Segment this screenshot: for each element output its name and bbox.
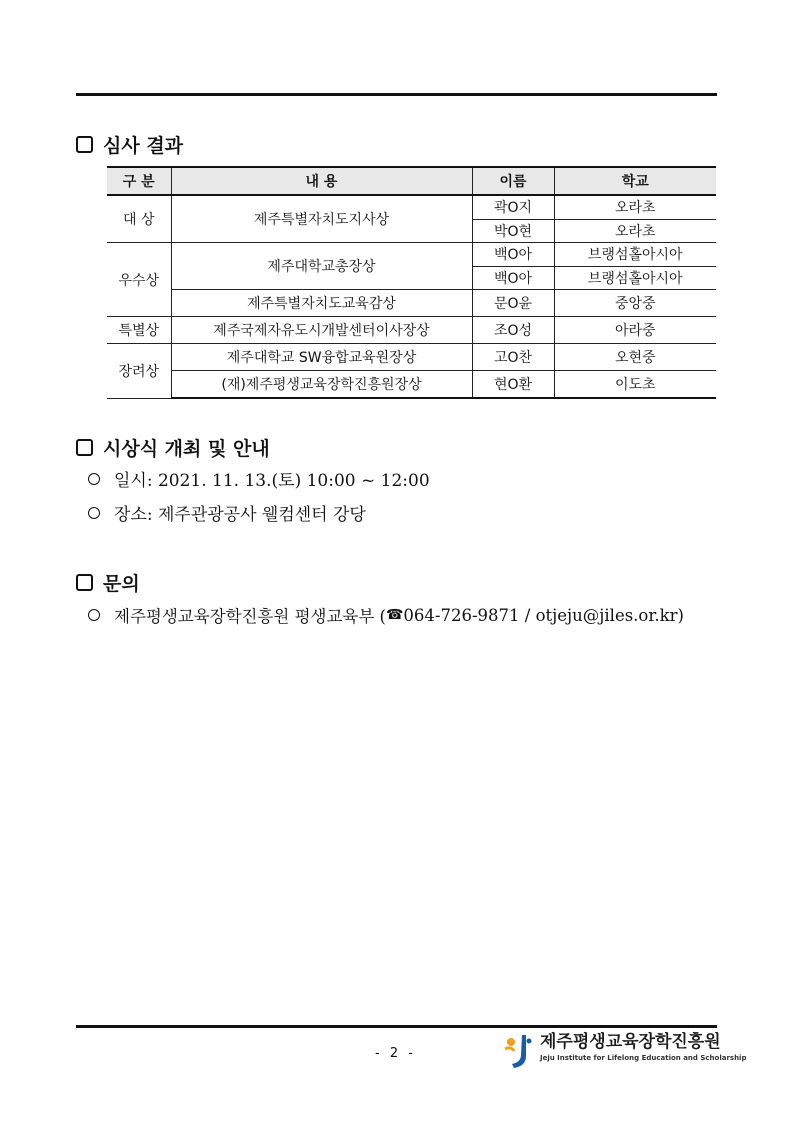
ceremony-date-text: 일시: 2021. 11. 13.(토) 10:00 ~ 12:00	[114, 471, 430, 491]
name-cell: 백O아	[472, 266, 554, 290]
contact-details: 064-726-9871 / otjeju@jiles.or.kr)	[403, 605, 684, 625]
org-logo	[502, 1032, 746, 1070]
school-cell: 오라초	[554, 195, 716, 219]
category-cell: 특별상	[107, 317, 171, 344]
table-row	[107, 243, 716, 267]
school-cell: 브랭섬홀아시아	[554, 243, 716, 267]
header-content: 내 용	[171, 167, 472, 195]
checkbox-square-icon	[76, 574, 93, 591]
contact-item	[88, 603, 684, 627]
table-header-row	[107, 167, 716, 195]
name-cell: 곽O지	[472, 195, 554, 219]
name-cell: 고O찬	[472, 344, 554, 371]
checkbox-square-icon	[76, 439, 93, 456]
header-school: 학교	[554, 167, 716, 195]
table-row	[107, 371, 716, 399]
top-rule	[76, 93, 717, 96]
circle-bullet-icon	[88, 507, 100, 519]
jiles-logo-icon	[502, 1032, 534, 1070]
logo-name: 제주평생교육장학진흥원	[540, 1032, 721, 1052]
section-review-heading	[76, 131, 183, 158]
section-ceremony-title: 시상식 개최 및 안내	[103, 438, 270, 460]
table-row	[107, 290, 716, 317]
circle-bullet-icon	[88, 473, 100, 485]
school-cell: 오라초	[554, 219, 716, 243]
school-cell: 아라중	[554, 317, 716, 344]
school-cell: 오현중	[554, 344, 716, 371]
ceremony-place-text: 장소: 제주관광공사 웰컴센터 강당	[114, 505, 366, 525]
section-ceremony-heading	[76, 434, 270, 461]
section-contact-heading	[76, 569, 140, 596]
results-table	[107, 166, 716, 399]
school-cell: 중앙중	[554, 290, 716, 317]
section-review-title: 심사 결과	[103, 135, 184, 157]
category-cell: 우수상	[107, 243, 171, 317]
ceremony-date-item	[88, 466, 430, 491]
school-cell: 브랭섬홀아시아	[554, 266, 716, 290]
category-cell: 대 상	[107, 195, 171, 243]
award-cell: 제주대학교총장상	[171, 243, 472, 290]
name-cell: 백O아	[472, 243, 554, 267]
category-cell: 장려상	[107, 344, 171, 399]
name-cell: 조O성	[472, 317, 554, 344]
name-cell: 문O윤	[472, 290, 554, 317]
bottom-rule	[76, 1025, 717, 1028]
header-name: 이름	[472, 167, 554, 195]
name-cell: 박O현	[472, 219, 554, 243]
logo-subtitle: Jeju Institute for Lifelong Education and Scholarship	[540, 1054, 747, 1062]
checkbox-square-icon	[76, 136, 93, 153]
award-cell: 제주특별자치도교육감상	[171, 290, 472, 317]
award-cell: (재)제주평생교육장학진흥원장상	[171, 371, 472, 399]
award-cell: 제주대학교 SW융합교육원장상	[171, 344, 472, 371]
ceremony-place-item	[88, 500, 366, 525]
phone-icon: ☎	[385, 607, 404, 623]
section-contact-title: 문의	[103, 573, 140, 595]
table-row	[107, 195, 716, 219]
table-row	[107, 317, 716, 344]
contact-org: 제주평생교육장학진흥원 평생교육부 (	[114, 607, 386, 626]
award-cell: 제주특별자치도지사상	[171, 195, 472, 243]
circle-bullet-icon	[88, 609, 100, 621]
page-number: - 2 -	[375, 1046, 416, 1061]
name-cell: 현O환	[472, 371, 554, 399]
award-cell: 제주국제자유도시개발센터이사장상	[171, 317, 472, 344]
table-row	[107, 344, 716, 371]
school-cell: 이도초	[554, 371, 716, 399]
header-category: 구 분	[107, 167, 171, 195]
